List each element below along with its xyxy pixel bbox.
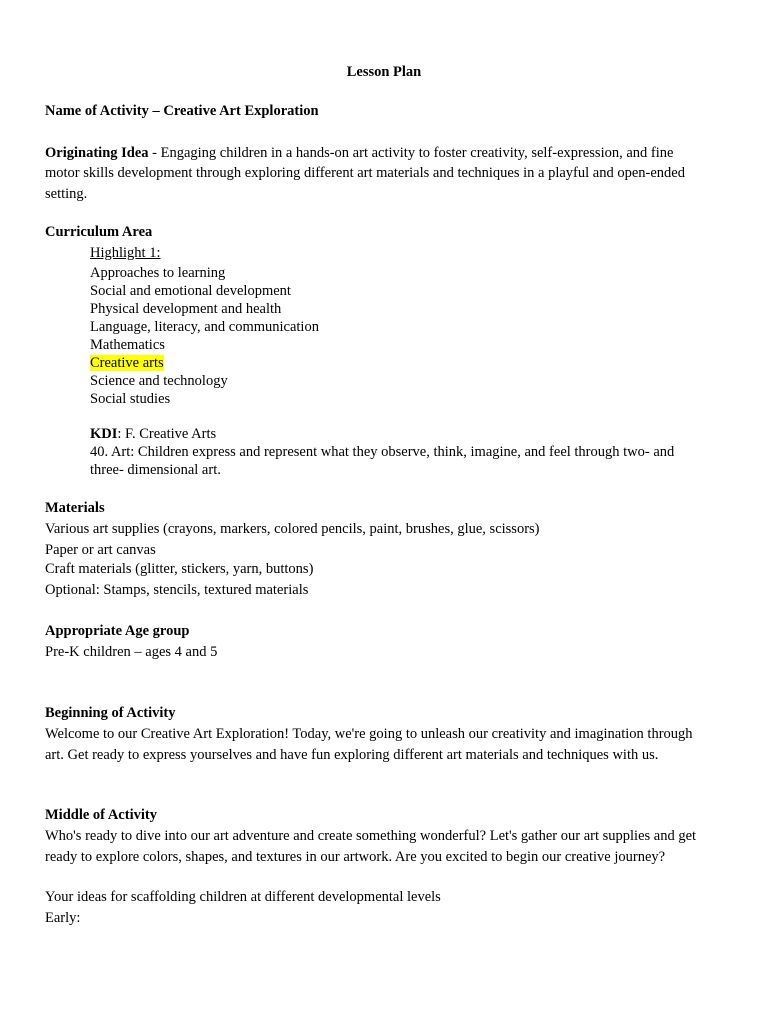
- materials-item: Craft materials (glitter, stickers, yarn, buttons): [45, 561, 314, 577]
- curriculum-item: Approaches to learning: [90, 265, 226, 281]
- page-title: Lesson Plan: [346, 64, 422, 80]
- middle-text-line-2: ready to explore colors, shapes, and textures in our artwork. Are you excited to begin our creative journey?: [45, 849, 666, 865]
- materials-item: Various art supplies (crayons, markers, colored pencils, paint, brushes, glue, scissors): [45, 521, 540, 537]
- materials-heading: Materials: [45, 500, 105, 516]
- kdi-line: [90, 425, 216, 443]
- materials-item: Paper or art canvas: [45, 542, 156, 558]
- kdi-description-line-1: 40. Art: Children express and represent what they observe, think, imagine, and feel through two- and: [90, 444, 675, 460]
- beginning-heading: Beginning of Activity: [45, 705, 176, 721]
- curriculum-item: Mathematics: [90, 337, 165, 353]
- curriculum-item-highlighted: [90, 354, 164, 372]
- scaffolding-intro: Your ideas for scaffolding children at different developmental levels: [45, 889, 441, 905]
- middle-text-line-1: Who's ready to dive into our art adventure and create something wonderful? Let's gather our art supplies and get: [45, 828, 697, 844]
- kdi-label: KDI: [90, 426, 118, 442]
- curriculum-item: Social studies: [90, 391, 171, 407]
- curriculum-item: Physical development and health: [90, 301, 282, 317]
- curriculum-item: Science and technology: [90, 373, 228, 389]
- beginning-text-line-1: Welcome to our Creative Art Exploration! Today, we're going to unleash our creativity and imagination through: [45, 726, 693, 742]
- age-group-heading: Appropriate Age group: [45, 623, 190, 639]
- highlighted-text: Creative arts: [90, 355, 164, 371]
- scaffolding-early-label: Early:: [45, 910, 81, 926]
- highlight-label: Highlight 1:: [90, 245, 161, 261]
- kdi-value: : F. Creative Arts: [117, 426, 217, 442]
- beginning-text-line-2: art. Get ready to express yourselves and have fun exploring different art materials and techniques with us.: [45, 747, 659, 763]
- middle-heading: Middle of Activity: [45, 807, 157, 823]
- materials-item: Optional: Stamps, stencils, textured materials: [45, 582, 309, 598]
- originating-idea-text-1: - Engaging children in a hands-on art activity to foster creativity, self-expression, and fine: [148, 145, 674, 161]
- originating-idea-label: Originating Idea: [45, 145, 149, 161]
- curriculum-item: Social and emotional development: [90, 283, 291, 299]
- originating-idea-line-2: motor skills development through exploring different art materials and techniques in a playful and open-ended: [45, 165, 685, 181]
- curriculum-item: Language, literacy, and communication: [90, 319, 319, 335]
- activity-name-heading: Name of Activity – Creative Art Exploration: [45, 103, 319, 119]
- kdi-description-line-2: three- dimensional art.: [90, 462, 221, 478]
- age-group-value: Pre-K children – ages 4 and 5: [45, 644, 218, 660]
- originating-idea-line-1: [45, 144, 673, 162]
- originating-idea-line-3: setting.: [45, 186, 88, 202]
- curriculum-area-heading: Curriculum Area: [45, 224, 153, 240]
